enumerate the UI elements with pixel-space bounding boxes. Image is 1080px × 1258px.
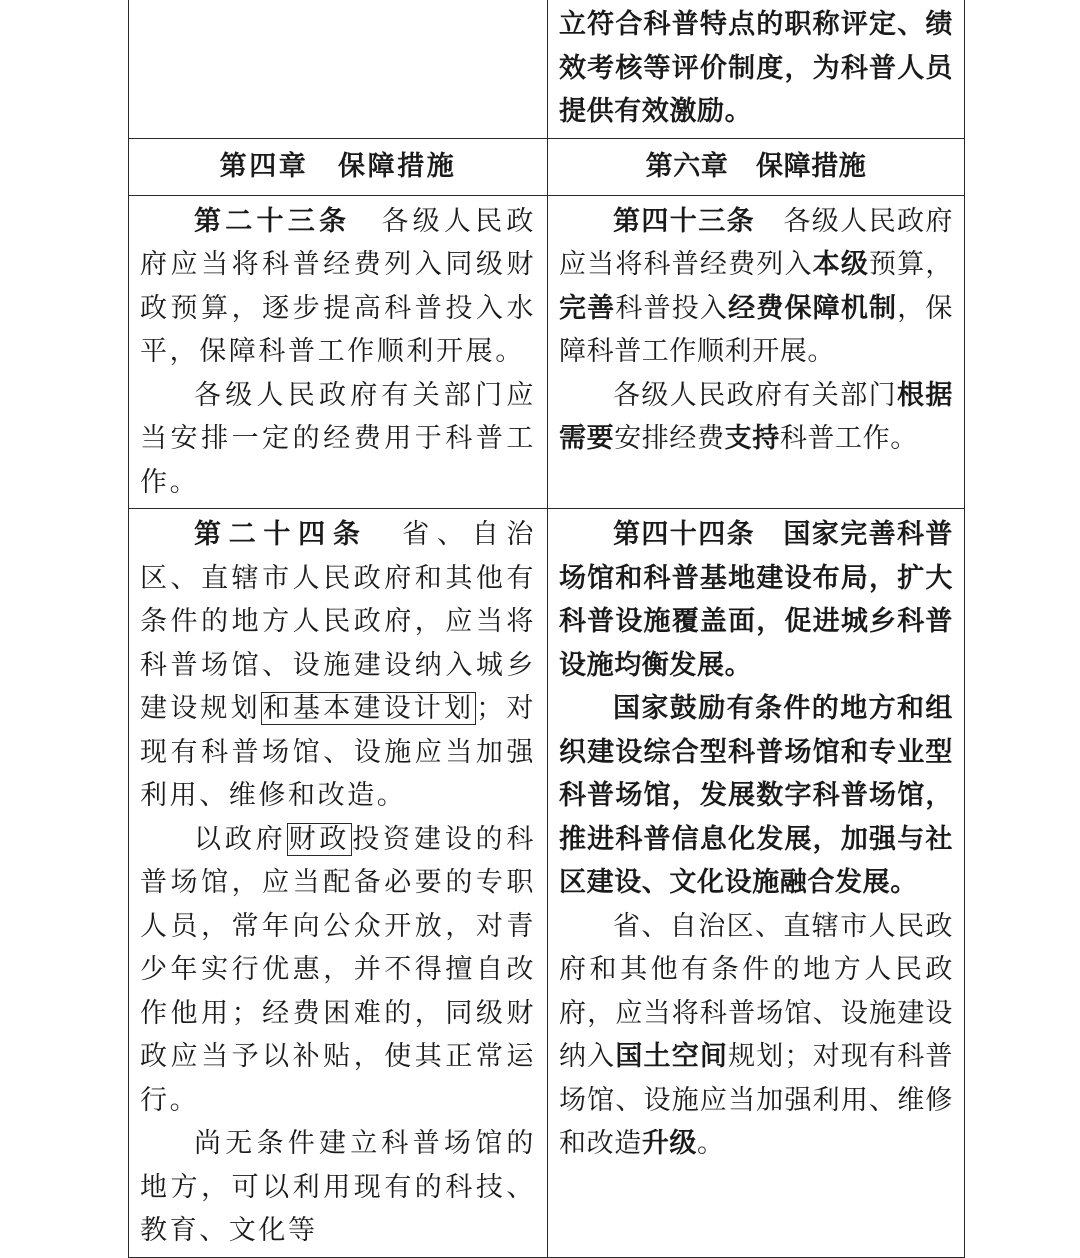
article-text: 。 (697, 1128, 725, 1159)
changed-text: 完善 (559, 292, 616, 324)
article-number: 第四十三条 (613, 205, 755, 237)
article-paragraph (559, 513, 953, 687)
article-paragraph (140, 818, 536, 1123)
article-text: 国家完善科普场馆和科普基地建设布局，扩大科普设施覆盖面，促进城乡科普设施均衡发展。 (559, 519, 953, 681)
article-paragraph (559, 374, 953, 461)
changed-text: 升级 (641, 1128, 698, 1159)
article-paragraph (559, 200, 953, 374)
article-number: 第四十四条 (613, 519, 755, 550)
new-article-43-cell (548, 195, 965, 509)
new-text-cell (548, 0, 965, 138)
old-text-cell (129, 0, 548, 138)
article-paragraph (140, 200, 536, 374)
article-text: ；对现有科普场馆、设施应当加强利用、维修和改造。 (140, 693, 537, 811)
article-text: 投资建设的科普场馆，应当配备必要的专职人员，常年向公众开放，对青少年实行优惠，并不得擅自改作他用；经费困难的，同级财政应当予以补贴，使其正常运行。 (140, 823, 536, 1116)
article-text: 各级人民政府应当将科普经费列入 (559, 205, 953, 280)
changed-text: 国土空间 (615, 1041, 729, 1072)
changed-text: 根据需要 (559, 379, 953, 454)
article-text: 省、自治区、直辖市人民政府和其他有条件的地方人民政府，应当将科普场馆、设施建设纳入城乡建设规划 (140, 519, 537, 724)
article-text: ，保障科普工作顺利开展。 (559, 292, 954, 367)
old-article-23-cell (129, 195, 548, 509)
table-row (129, 195, 965, 509)
article-text: 预算， (869, 249, 953, 280)
article-paragraph: 国家鼓励有条件的地方和组织建设综合型科普场馆和专业型科普场馆，发展数字科普场馆，推进科普信息化发展，加强与社区建设、文化设施融合发展。 (559, 693, 953, 898)
article-paragraph (559, 905, 953, 1166)
article-text: 科普投入 (615, 292, 729, 324)
article-text: 以政府 (194, 823, 287, 855)
article-text: 安排经费 (614, 423, 725, 454)
article-text: 各级人民政府应当将科普经费列入同级财政预算，逐步提高科普投入水平，保障科普工作顺利开展。 (140, 205, 536, 367)
article-paragraph: 尚无条件建立科普场馆的地方，可以利用现有的科技、教育、文化等 (140, 1128, 536, 1246)
deleted-text-box: 和基本建设计划 (262, 693, 475, 724)
continuation-paragraph: 立符合科普特点的职称评定、绩效考核等评价制度，为科普人员提供有效激励。 (559, 9, 953, 127)
article-text: 各级人民政府有关部门 (613, 379, 897, 411)
article-text: 规划；对现有科普场馆、设施应当加强利用、维修和改造 (559, 1041, 953, 1159)
article-number: 第二十三条 (194, 205, 351, 237)
old-article-24-cell (129, 509, 548, 1258)
article-paragraph (140, 513, 536, 818)
article-text: 省、自治区、直辖市人民政府和其他有条件的地方人民政府，应当将科普场馆、设施建设纳入 (559, 910, 953, 1072)
new-chapter-heading: 第六章 保障措施 (548, 138, 965, 195)
old-chapter-heading: 第四章 保障措施 (129, 138, 548, 195)
table-row (129, 509, 965, 1258)
changed-text: 支持 (724, 423, 780, 454)
table-row (129, 0, 965, 138)
changed-text: 经费保障机制 (728, 292, 898, 324)
comparison-table (128, 0, 965, 1258)
article-text: 科普工作。 (779, 423, 918, 454)
changed-text: 本级 (812, 249, 870, 280)
article-paragraph: 各级人民政府有关部门应当安排一定的经费用于科普工作。 (140, 379, 536, 498)
article-number: 第二十四条 (194, 519, 368, 550)
new-article-44-cell (548, 509, 965, 1258)
deleted-text-box: 财政 (288, 823, 351, 855)
chapter-header-row (129, 138, 965, 195)
